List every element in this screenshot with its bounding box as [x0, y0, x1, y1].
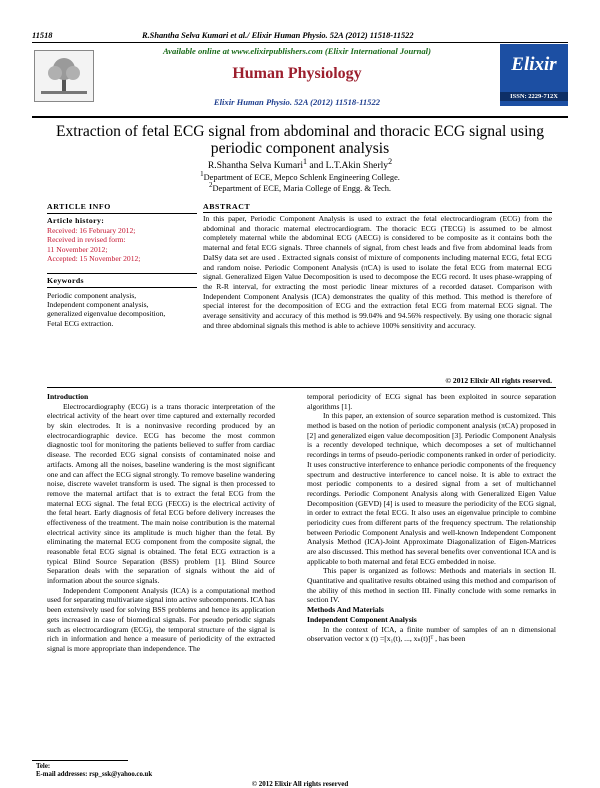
author-2-sup: 2: [388, 157, 393, 166]
keywords-heading: Keywords: [47, 274, 197, 288]
availability-line: Available online at www.elixirpublishers.com (Elixir International Journal): [163, 46, 431, 56]
abstract-heading: ABSTRACT: [203, 202, 552, 213]
body-left-column: [47, 392, 275, 654]
body-right-column: [307, 392, 556, 644]
history-heading: Article history:: [47, 216, 105, 225]
body-paragraph: In this paper, an extension of source separation method is customized. This method is based on the notion of periodic component analysis (πCA) proposed in [2] and generalized eigen value decomposition [3]. Periodic Component Analysis is a recently developed technique, which decomposes a set of multichannel recordings in terms of pseudo-periodic components ranked in order of periodicity. It uses constructive interference to enhance periodic components of the frequency spectrum and destructive interference to cancel noise. It is able to extract the most periodic components to a desired signal from a set of multichannel recordings. Periodic Component Analysis along with Generalized Eigen Value Decomposition (GEVD) [4] is used to measure the periodicity of the ECG signal, in order to extract the fetal ECG. It also uses an eigenvalue principle to combine periodicity cues from different parts of the frequency spectrum. The relationship between Periodic Component Analysis and well-known Independent Component Analysis Method (ICA)-Joint Approximate Diagonalization of Eigen-Matrices are also discussed. This method has several benefits over conventional ICA and is applicable to both maternal and fetal ECG embedded in noise.: [307, 411, 556, 566]
affiliation-2: [32, 181, 568, 193]
footnote-email: E-mail addresses: rsp_ssk@yahoo.co.uk: [36, 771, 153, 778]
history-date: 11 November 2012;: [47, 244, 108, 254]
body-paragraph: temporal periodicity of ECG signal has been exploited in source separation algorithms [1].: [307, 392, 556, 411]
journal-masthead: [32, 44, 568, 114]
footnote-rule: [32, 760, 128, 761]
page-number: 11518: [32, 31, 53, 40]
body-paragraph: This paper is organized as follows: Methods and materials in section II. Quantitative and qualitative results obtained using this method and comparison of the ability of this method in section III. Finally conclude with some remarks in section IV.: [307, 566, 556, 605]
history-date: Accepted: 15 November 2012;: [47, 254, 141, 264]
affiliation-1-sup: 1: [200, 170, 204, 178]
history-date: Received: 16 February 2012;: [47, 226, 136, 235]
article-info-heading: ARTICLE INFO: [47, 202, 197, 214]
article-title: Extraction of fetal ECG signal from abdominal and thoracic ECG signal using periodic component analysis: [55, 123, 545, 157]
abstract-panel: [203, 202, 552, 330]
author-and: and: [307, 160, 326, 172]
keyword: Independent component analysis,: [47, 300, 149, 310]
journal-citation: Elixir Human Physio. 52A (2012) 11518-11522: [213, 97, 381, 107]
affiliation-2-sup: 2: [208, 181, 213, 189]
running-citation: R.Shantha Selva Kumari et al./ Elixir Human Physio. 52A (2012) 11518-11522: [142, 31, 414, 40]
history-dates: [47, 226, 197, 264]
logo-text: Elixir: [511, 54, 557, 75]
author-1: R.Shantha Selva Kumari: [207, 160, 303, 172]
footnote-tele: Tele:: [36, 763, 51, 770]
article-info-panel: [47, 202, 197, 328]
body-paragraph: Independent Component Analysis (ICA) is a computational method used for separating multivariate signal into active subcomponents. ICA has been extensively used for solving BSS problems and hence its application gets increased in case of biomedical signals. For pseudo periodic signals such as electrocardiogram (ECG), the temporal structure of the signal is rich in information and hence a measure of periodicity of the extracted signal is more appropriate than independence. The: [47, 585, 275, 653]
body-paragraph: In the context of ICA, a finite number of samples of an n dimensional observation vector x (t) =[x₁(t), ..., xₙ(t)]ᵀ , has been: [307, 624, 556, 644]
body-paragraph: Electrocardiography (ECG) is a trans thoracic interpretation of the electrical activity of the heart over time captured and externally recorded by skin electrodes. It is a noninvasive recording produced by an electrocardiographic device. ECG has become the most common diagnostic tool for monitoring the patients believed to suffer from cardiac disease. The recorded ECG signal consists of contaminated noise and artifacts. Among all the noises, baseline wandering is the most significant one and can affect the ECG signal strongly. To remove baseline wandering noise, discrete wavelet transform is used. The signal is then processed to remove the maternal artifact that is to extract the fetal ECG from the maternal ECG signal. The fetal ECG (FECG) is the electrical activity of the fetal heart. Early diagnosis of fetal ECG before delivery increases the effectiveness of the treatment. The main noise contribution is the maternal electrical activity since its amplitude is much higher than the fetal. By eliminating the maternal ECG component from the composite signal, the reasonable fetal ECG signal is obtained. The fetal ECG extraction is a typical Blind Source Separation (BSS) problem [1]. Blind Source Separation deals with the separation of signals without the aid of information about the source signals.: [47, 401, 275, 586]
author-1-sup: 1: [303, 157, 307, 166]
methods-heading: Methods And Materials: [307, 605, 384, 615]
abstract-copyright: © 2012 Elixir All rights reserved.: [445, 376, 552, 385]
footer-copyright: © 2012 Elixir All rights reserved: [251, 780, 349, 788]
affiliation-1-text: Department of ECE, Mepco Schlenk Engineering College.: [203, 172, 400, 182]
introduction-heading: Introduction: [47, 392, 89, 401]
journal-name: Human Physiology: [232, 65, 362, 82]
issn-label: ISSN: 2229-712X: [500, 92, 568, 101]
masthead-rule: [32, 116, 568, 118]
abstract-rule: [47, 387, 556, 388]
ica-heading: Independent Component Analysis: [307, 614, 417, 624]
publisher-emblem-icon: [34, 50, 94, 102]
keyword: Periodic component analysis,: [47, 290, 137, 300]
elixir-logo: [500, 44, 568, 106]
keyword: Fetal ECG extraction.: [47, 318, 114, 328]
author-2: L.T.Akin Sherly: [325, 160, 389, 172]
history-date: Received in revised form:: [47, 235, 126, 245]
abstract-text: In this paper, Periodic Component Analysis is used to extract the fetal electrocardiogram (ECG) from the abdominal and thoracic maternal electrocardiogram. The thoracic ECG (TECG) is assumed to be almost completely maternal while the abdominal ECG (AECG) is considered to be composite as it contains both the maternal and fetal ECG signals. Three channels of signal, from chest leads and five from abdominal leads from DaISy data set are used . Extracted signals consist of mixture of components including maternal ECG, fetal ECG and random noise. Periodic Component Analysis (πCA) is used to isolate the fetal ECG from maternal ECG signal. Generalized Eigen Value Decomposition is used to decompose the ECG record. It uses phase-wrapping of the R-R interval, for extracting the most periodic linear mixtures of a recorded dataset. Comparison with Independent Component Analysis (ICA) demonstrates the quality of this method. This method is therefore of special interest for the decomposition of ECG and the extraction fetal ECG from maternal ECG signal. The average sensitivity and accuracy of this method is 99.04% and 94.56% respectively. By using one thoracic signal and three abdominal signals this method is able to achieve 100% sensitivity and accuracy.: [203, 214, 552, 330]
keyword: generalized eigenvalue decomposition,: [47, 309, 166, 319]
header-rule: [32, 42, 568, 43]
affiliation-2-text: Department of ECE, Maria College of Engg. & Tech.: [212, 183, 392, 193]
keyword-list: [47, 291, 197, 329]
